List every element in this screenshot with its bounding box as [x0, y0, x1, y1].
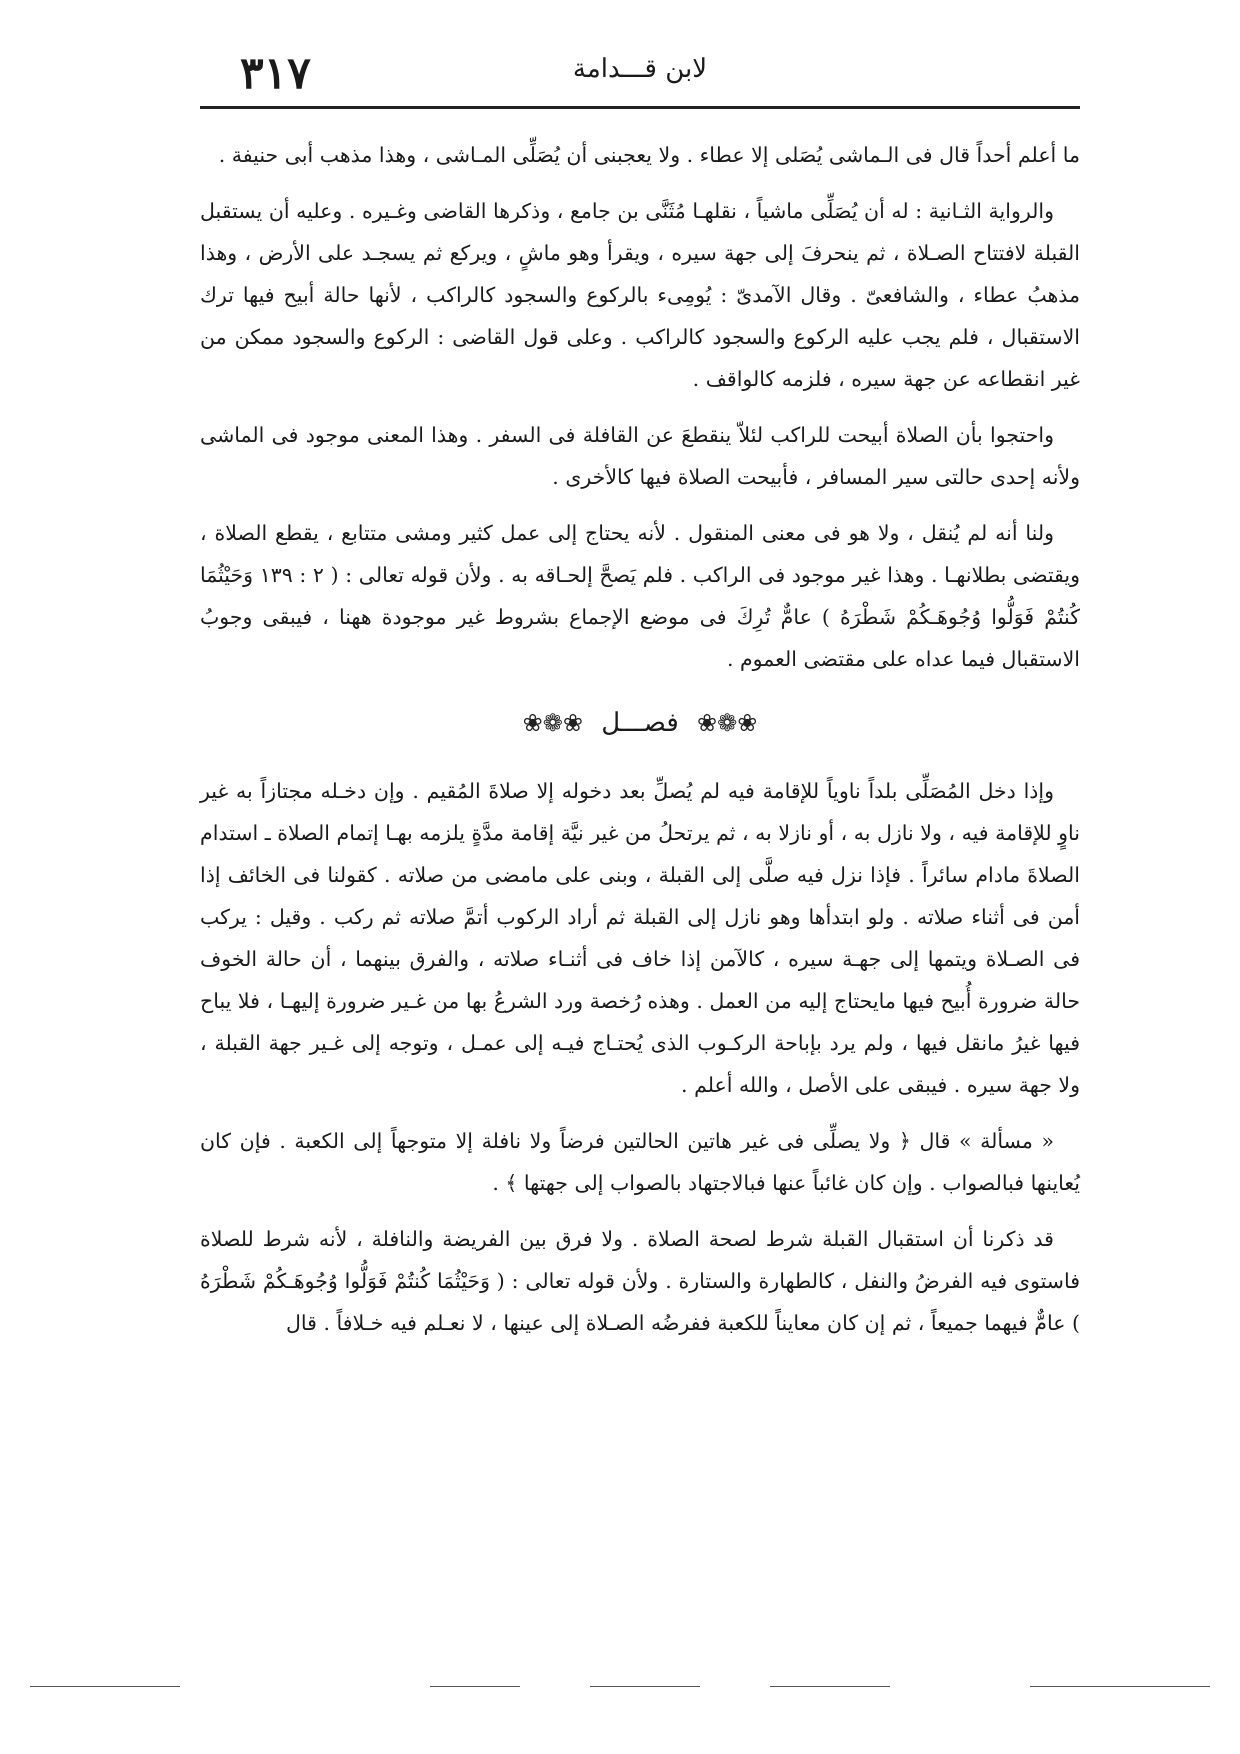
running-title: لابن قـــدامة — [572, 54, 708, 84]
paragraph: « مسألة » قال ﴿ ولا يصلِّى فى غير هاتين الحالتين فرضاً ولا نافلة إلا متوجهاً إلى الكعبة . فإن كان يُعاينها فبالصواب . وإن كان غائباً عنها فبالاجتهاد بالصواب إلى جهتها ﴾ . — [200, 1129, 1080, 1195]
footer-rule — [590, 1686, 700, 1687]
section-heading — [200, 698, 1080, 748]
paragraph: قد ذكرنا أن استقبال القبلة شرط لصحة الصلاة . ولا فرق بين الفريضة والنافلة ، لأنه شرط للصلاة فاستوى فيه الفرضُ والنفل ، كالطهارة والستارة . ولأن قوله تعالى : ( وَحَيْثُمَا كُنتُمْ فَوَلُّوا وُجُوهَـكُمْ شَطْرَهُ ) عامٌّ فيهما جميعاً ، ثم إن كان معايناً للكعبة ففرضُه الصـلاة إلى عينها ، لا نعـلم فيه خـلافاً . قال — [200, 1227, 1080, 1335]
footer-rule — [30, 1686, 180, 1687]
section-heading-text: فصـــل — [601, 708, 679, 738]
footer-rule — [770, 1686, 890, 1687]
paragraph: ولنا أنه لم يُنقل ، ولا هو فى معنى المنقول . لأنه يحتاج إلى عمل كثير ومشى متتابع ، يقطع الصلاة ، ويقتضى بطلانهـا . وهذا غير موجود فى الراكب . فلم يَصحَّ إلحـاقه به . ولأن قوله تعالى : ( ٢ : ١٣٩ وَحَيْثُمَا كُنتُمْ فَوَلُّوا وُجُوهَـكُمْ شَطْرَهُ ) عامٌّ تُرِكَ فى موضع الإجماع بشروط غير موجودة ههنا ، فيبقى وجوبُ الاستقبال فيما عداه على مقتضى العموم . — [200, 521, 1081, 671]
page-header — [200, 40, 1080, 108]
footer-rule — [430, 1686, 520, 1687]
paragraph: ما أعلم أحداً قال فى الـماشى يُصَلى إلا عطاء . ولا يعجبنى أن يُصَلِّى المـاشى ، وهذا مذهب أبى حنيفة . — [218, 143, 1080, 167]
footer-rule — [1030, 1686, 1210, 1687]
floral-ornament-icon: ❀❁❀ — [697, 709, 758, 737]
book-page — [200, 40, 1080, 1700]
footer-rules — [30, 1686, 1210, 1690]
paragraph: والرواية الثـانية : له أن يُصَلِّى ماشياً ، نقلهـا مُثَنَّى بن جامع ، وذكرها القاضى وغـيره . وعليه أن يستقبل القبلة لافتتاح الصـلاة ، ثم ينحرفَ إلى جهة سيره ، ويقرأ وهو ماشٍ ، ويركع ثم يسجـد على الأرض ، وهذا مذهبُ عطاء ، والشافعىّ . وقال الآمدىّ : يُومِىء بالركوع والسجود كالراكب ، لأنها حالة أبيح فيها ترك الاستقبال ، فلم يجب عليه الركوع والسجود كالراكب . وعلى قول القاضى : الركوع والسجود ممكن من غير انقطاعه عن جهة سيره ، فلزمه كالواقف . — [200, 199, 1080, 391]
paragraph: وإذا دخل المُصَلِّى بلداً ناوياً للإقامة فيه لم يُصلِّ بعد دخوله إلا صلاةَ المُقيم . وإن دخـله مجتازاً به غير ناوٍ للإقامة فيه ، ولا نازل به ، أو نازلا به ، ثم يرتحلُ من غير نيَّة إقامة مدَّةٍ يلزمه بهـا إتمام الصلاة ـ استدام الصلاةَ مادام سائراً . فإذا نزل فيه صلَّى إلى القبلة ، وبنى على مامضى من صلاته . كقولنا فى الخائف إذا أمن فى أثناء صلاته . ولو ابتدأها وهو نازل إلى القبلة ثم أراد الركوب أتمَّ صلاته ثم ركب . وقيل : يركب فى الصـلاة ويتمها إلى جهـة سيره ، كالآمن إذا خاف فى أثنـاء صلاته ، والفرق بينهما ، أن حالة الخوف حالة ضرورة أُبيح فيها مايحتاج إليه من العمل . وهذه رُخصة ورد الشرعُ بها من غـير ضرورة إليهـا ، فلا يباح فيها غيرُ مانقل فيها ، ولم يرد بإباحة الركـوب الذى يُحتـاج فيـه إلى عمـل ، وتوجه إلى غـير جهة القبلة ، ولا جهة سيره . فيبقى على الأصل ، والله أعلم . — [200, 779, 1080, 1097]
page-number: ٣١٧ — [240, 48, 311, 99]
header-rule — [200, 106, 1080, 109]
floral-ornament-icon: ❀❁❀ — [522, 709, 583, 737]
paragraph: واحتجوا بأن الصلاة أبيحت للراكب لئلاّ ينقطعَ عن القافلة فى السفر . وهذا المعنى موجود فى الماشى ولأنه إحدى حالتى سير المسافر ، فأبيحت الصلاة فيها كالأخرى . — [200, 423, 1080, 489]
page-body — [200, 108, 1080, 1344]
